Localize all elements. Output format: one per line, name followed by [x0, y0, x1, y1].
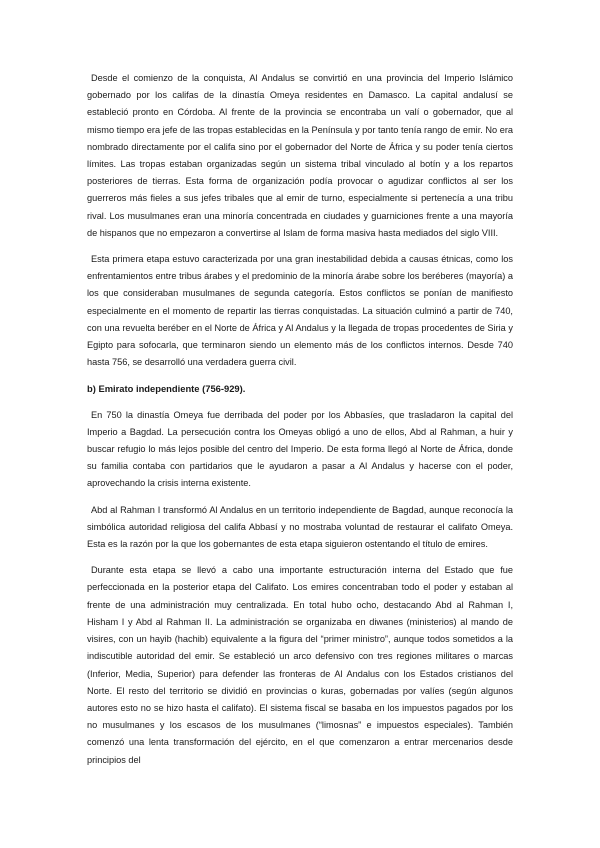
paragraph-abd-al-rahman: Abd al Rahman I transformó Al Andalus en un territorio independiente de Bagdad, aunque reconocía la simbólica autoridad religiosa del califa Abbasí y no mostraba voluntad de restaurar el califato Omeya. Esta es la razón por la que los gobernantes de esta etapa siguieron ostentando el título de emires. [87, 504, 513, 550]
section-heading-emirato: b) Emirato independiente (756-929). [87, 383, 246, 395]
paragraph-dinastia-omeya: En 750 la dinastía Omeya fue derribada del poder por los Abbasíes, que trasladaron la capital del Imperio a Bagdad. La persecución contra los Omeyas obligó a uno de ellos, Abd al Rahman, a huir y buscar refugio lo más lejos posible del centro del Imperio. De esta forma llegó al Norte de África, donde su familia contaba con partidarios que le ayudaron a pasar a Al Andalus y hacerse con el poder, aprovechando la crisis interna existente. [87, 409, 513, 489]
paragraph-primera-etapa: Esta primera etapa estuvo caracterizada por una gran inestabilidad debida a causas étnicas, como los enfrentamientos entre tribus árabes y el predominio de la minoría árabe sobre los beréberes (mayoría) a los que consideraban musulmanes de segunda categoría. Estos conflictos se ponían de manifiesto especialmente en el momento de repartir las tierras conquistadas. La situación culminó a partir de 740, con una revuelta beréber en el Norte de África y Al Andalus y la llegada de tropas procedentes de Siria y Egipto para sofocarla, que terminaron siendo un elemento más de los conflictos internos. Desde 740 hasta 756, se desarrolló una verdadera guerra civil. [87, 254, 513, 368]
paragraph-estructuracion: Durante esta etapa se llevó a cabo una importante estructuración interna del Estado que fue perfeccionada en la posterior etapa del Califato. Los emires concentraban todo el poder y estaban al frente de una administración muy centralizada. En total hubo ocho, destacando Abd al Rahman I, Hisham I y Abd al Rahman II. La administración se organizaba en diwanes (ministerios) al mando de visires, con un hayib (hachib) equivalente a la figura del “primer ministro”, aunque todos sometidos a la indiscutible autoridad del emir. Se estableció un arco defensivo con tres regiones militares o marcas (Inferior, Media, Superior) para defender las fronteras de Al Andalus con los Estados cristianos del Norte. El resto del territorio se dividió en provincias o kuras, gobernadas por valíes (según algunos autores esto no se hizo hasta el califato). El sistema fiscal se basaba en los impuestos pagados por los no musulmanes y los escasos de los musulmanes (“limosnas” e impuestos especiales). También comenzó una lenta transformación del ejército, en el que comenzaron a entrar mercenarios desde principios del [87, 565, 513, 765]
paragraph-conquista: Desde el comienzo de la conquista, Al Andalus se convirtió en una provincia del Imperio Islámico gobernado por los califas de la dinastía Omeya residentes en Damasco. La capital andalusí se estableció pronto en Córdoba. Al frente de la provincia se encontraba un valí o gobernador, que al mismo tiempo era jefe de las tropas establecidas en la Península y por tanto tenía rango de emir. No era nombrado directamente por el califa sino por el gobernador del Norte de África y su poder tenía ciertos límites. Las tropas estaban organizadas según un sistema tribal vinculado al botín y a los repartos posteriores de tierras. Esta forma de organización podía provocar o agudizar conflictos al ser los guerreros más fieles a sus jefes tribales que al emir de turno, especialmente si pertenecía a una tribu rival. Los musulmanes eran una minoría concentrada en ciudades y guarniciones frente a una mayoría de hispanos que no empezaron a convertirse al Islam de forma masiva hasta mediados del siglo VIII. [87, 73, 513, 238]
document-body [87, 70, 513, 778]
